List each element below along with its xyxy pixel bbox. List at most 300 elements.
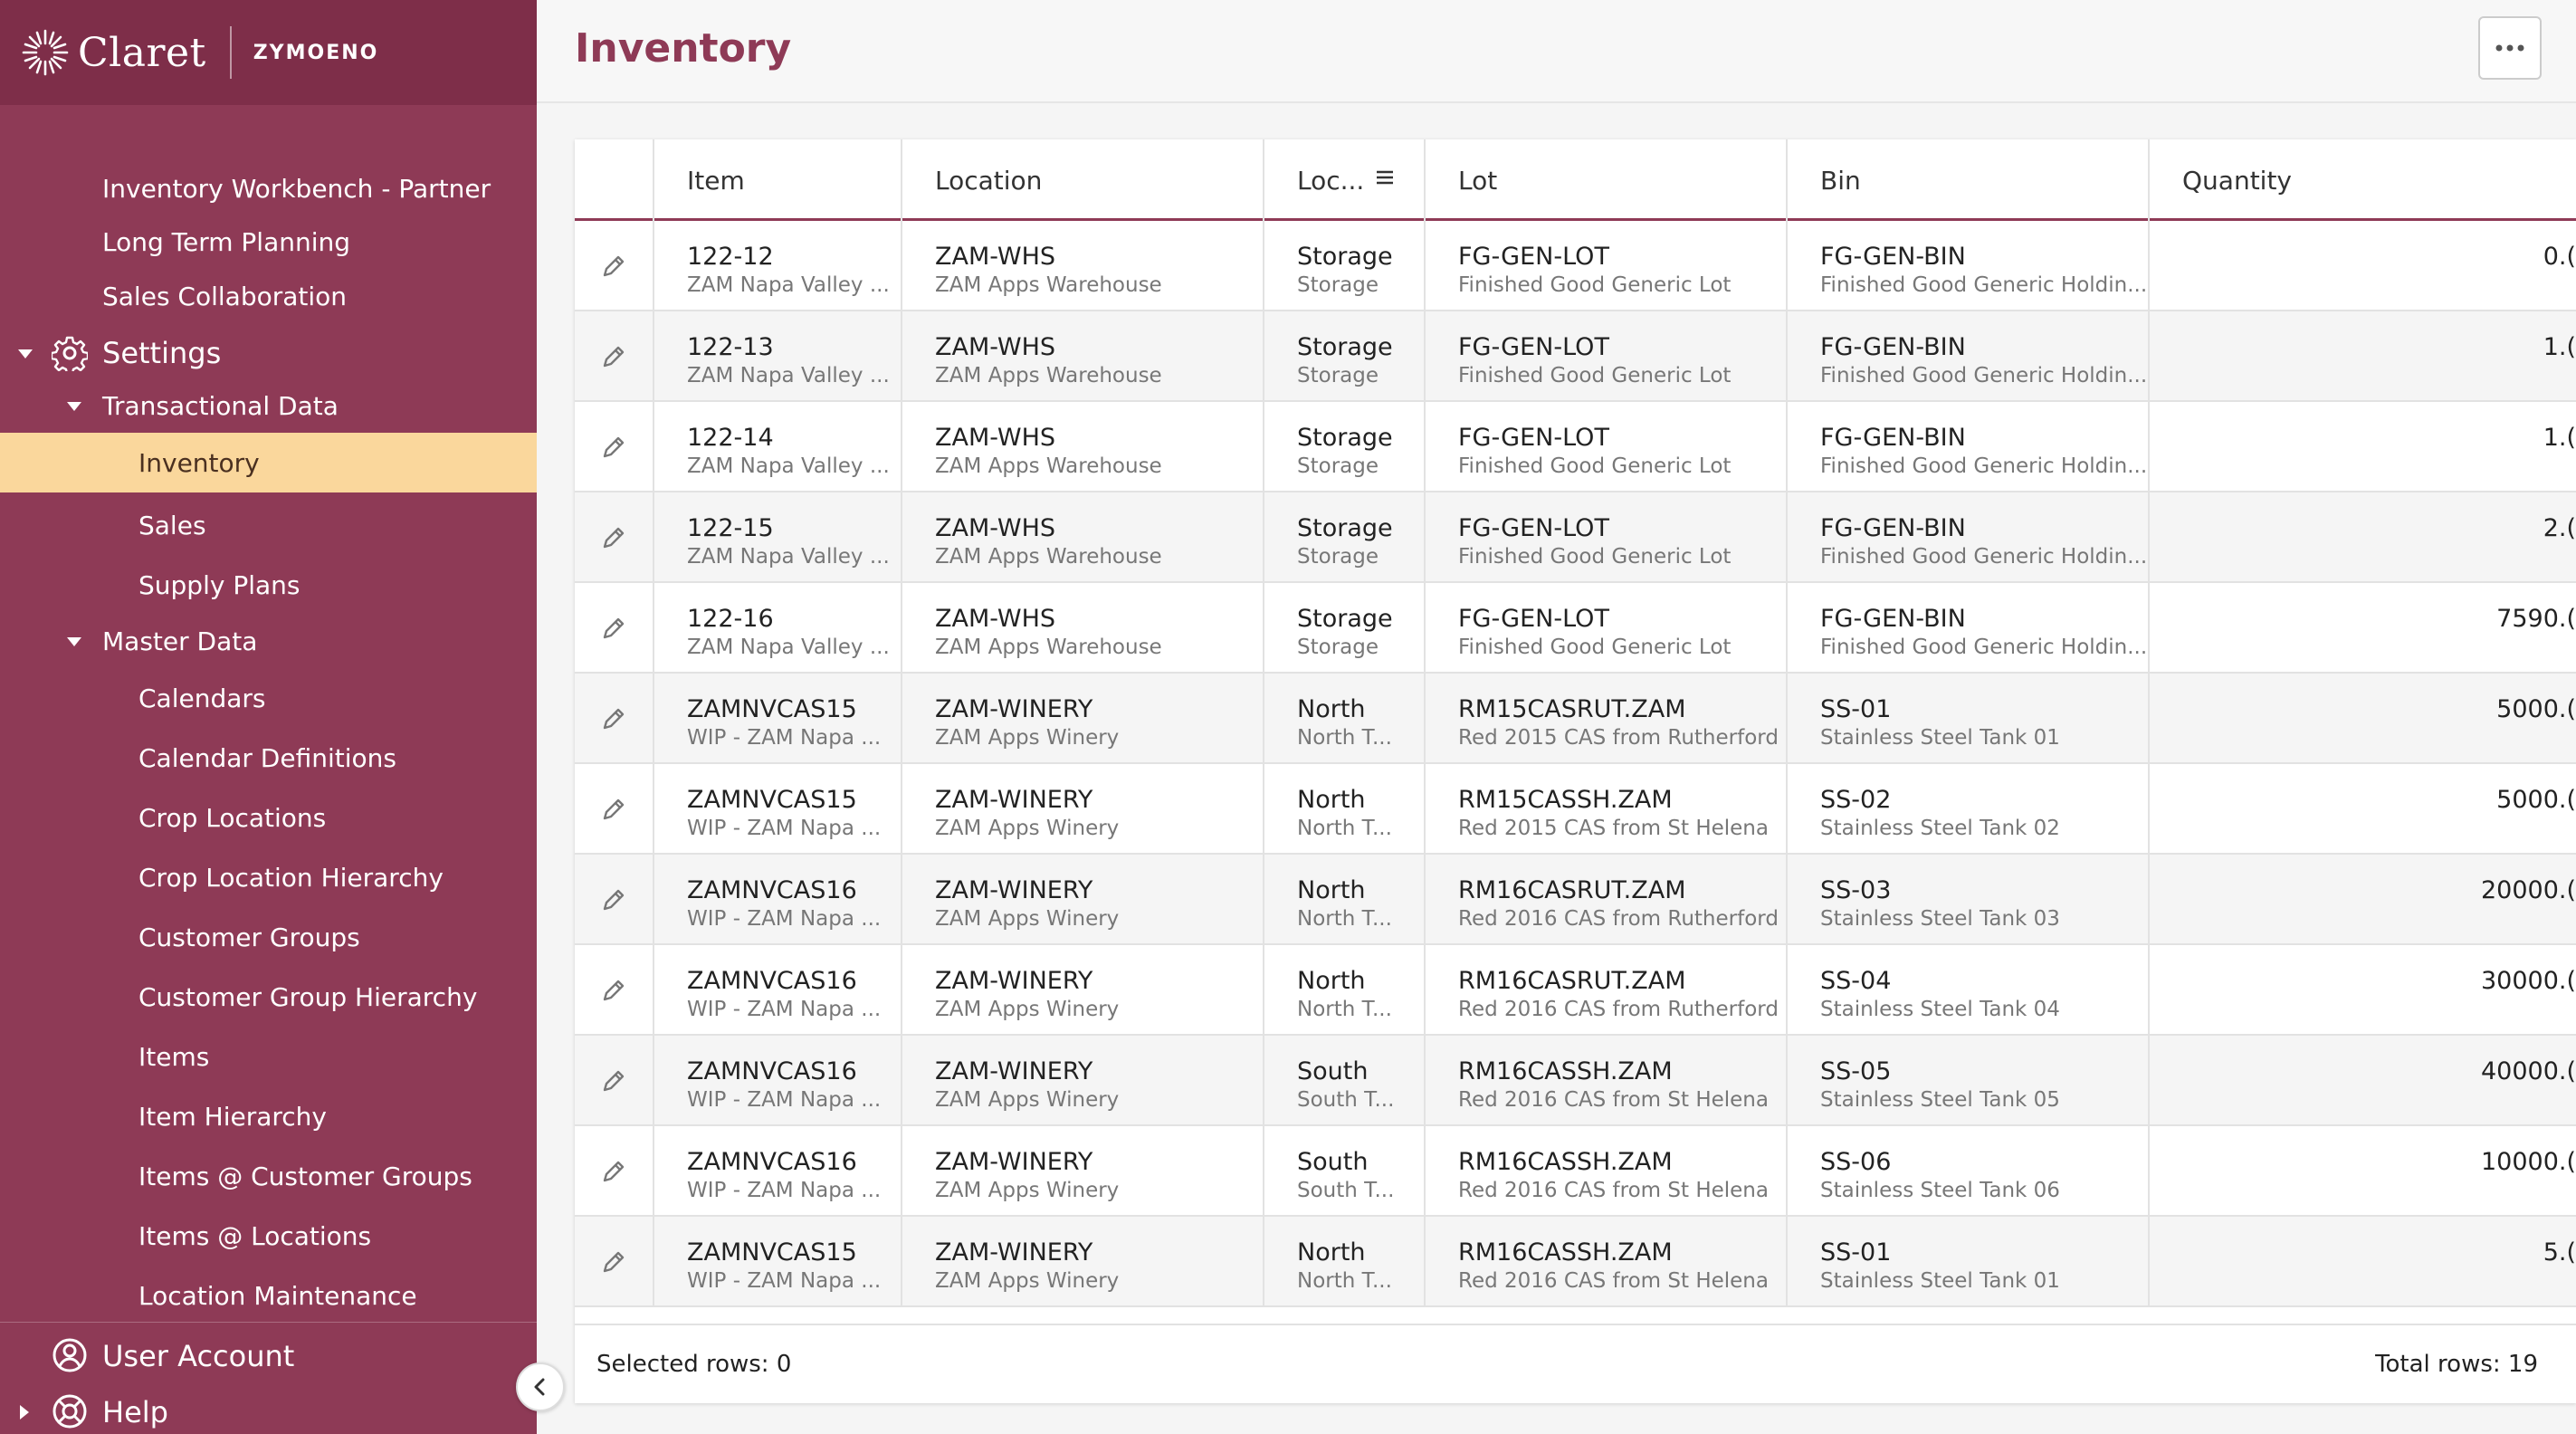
cell-lot-value: FG-GEN-LOT [1458, 333, 1609, 361]
pencil-icon [600, 796, 627, 823]
pencil-icon [600, 1067, 627, 1095]
cell-location-type-value: Storage [1297, 514, 1393, 542]
brand-name: Claret [78, 29, 206, 76]
cell-location-type[interactable] [1263, 764, 1424, 855]
cell-location-description: ZAM Apps Winery [935, 1179, 1120, 1202]
cell-quantity[interactable] [2148, 1126, 2576, 1217]
brand-bar [0, 0, 537, 105]
cell-lot-description: Finished Good Generic Lot [1458, 364, 1732, 387]
cell-bin-value: SS-04 [1820, 967, 1892, 995]
cell-bin-value: FG-GEN-BIN [1820, 424, 1966, 452]
nav-label: Item Hierarchy [138, 1101, 327, 1132]
cell-bin-value: FG-GEN-BIN [1820, 333, 1966, 361]
cell-lot[interactable] [1424, 402, 1786, 492]
table-row[interactable] [575, 583, 2576, 674]
company-name: ZYMOENO [253, 41, 379, 64]
edit-row-button[interactable] [575, 855, 653, 945]
cell-item[interactable] [653, 1217, 901, 1307]
nav-item-inventory-workbench-partner[interactable] [0, 167, 537, 209]
cell-location-type[interactable] [1263, 402, 1424, 492]
cell-location-type[interactable] [1263, 674, 1424, 764]
user-circle-icon [52, 1337, 88, 1373]
cell-lot-description: Red 2016 CAS from St Helena [1458, 1269, 1769, 1293]
cell-item-description: WIP - ZAM Napa ... [687, 1269, 882, 1293]
nav-label: Inventory [138, 447, 260, 478]
edit-row-button[interactable] [575, 674, 653, 764]
cell-quantity[interactable] [2148, 674, 2576, 764]
table-row[interactable] [575, 311, 2576, 402]
caret-down-icon [67, 402, 81, 411]
cell-item-value: ZAMNVCAS16 [687, 1057, 857, 1085]
cell-lot-description: Finished Good Generic Lot [1458, 273, 1732, 297]
cell-location-type-description: South T... [1297, 1179, 1395, 1202]
cell-lot[interactable] [1424, 221, 1786, 311]
cell-bin-description: Stainless Steel Tank 01 [1820, 1269, 2060, 1293]
cell-location-type-description: Storage [1297, 545, 1379, 569]
cell-bin-description: Finished Good Generic Holdin... [1820, 273, 2148, 297]
pencil-icon [600, 977, 627, 1004]
nav-label: Sales [138, 510, 206, 540]
cell-bin-description: Stainless Steel Tank 05 [1820, 1088, 2060, 1112]
edit-row-button[interactable] [575, 492, 653, 583]
cell-bin[interactable] [1786, 583, 2148, 674]
nav-item-sales[interactable] [0, 504, 537, 546]
cell-quantity-value: 10000.( [2480, 1148, 2576, 1176]
cell-quantity[interactable] [2148, 311, 2576, 402]
cell-quantity[interactable] [2148, 1036, 2576, 1126]
chevron-left-icon [530, 1377, 550, 1397]
page-title: Inventory [575, 25, 792, 72]
cell-item[interactable] [653, 764, 901, 855]
table-row[interactable] [575, 855, 2576, 945]
cell-item-description: WIP - ZAM Napa ... [687, 907, 882, 931]
cell-location-description: ZAM Apps Warehouse [935, 545, 1162, 569]
cell-location-description: ZAM Apps Warehouse [935, 273, 1162, 297]
cell-quantity-value: 5000.( [2496, 786, 2576, 814]
total-rows-count: Total rows: 19 [2375, 1351, 2538, 1378]
cell-lot-description: Finished Good Generic Lot [1458, 636, 1732, 659]
cell-bin-description: Stainless Steel Tank 04 [1820, 998, 2060, 1021]
edit-row-button[interactable] [575, 1217, 653, 1307]
cell-location-type-value: Storage [1297, 424, 1393, 452]
caret-down-icon [18, 349, 33, 358]
collapse-sidebar-button[interactable] [516, 1362, 565, 1411]
nav-label: Items @ Customer Groups [138, 1161, 472, 1191]
cell-item-description: ZAM Napa Valley ... [687, 545, 890, 569]
nav-label: Supply Plans [138, 569, 301, 600]
nav-item-item-hierarchy[interactable] [0, 1095, 537, 1137]
cell-lot[interactable] [1424, 855, 1786, 945]
cell-bin-description: Stainless Steel Tank 06 [1820, 1179, 2060, 1202]
cell-location[interactable] [901, 1126, 1263, 1217]
column-header-location-type[interactable] [1263, 139, 1424, 221]
main-content [537, 0, 2576, 1434]
cell-lot-description: Red 2015 CAS from Rutherford [1458, 726, 1779, 750]
sidebar-nav [0, 105, 537, 1322]
cell-lot-value: RM15CASSH.ZAM [1458, 786, 1673, 814]
cell-bin-description: Finished Good Generic Holdin... [1820, 636, 2148, 659]
column-header-quantity[interactable] [2148, 139, 2576, 221]
cell-lot[interactable] [1424, 1126, 1786, 1217]
nav-item-crop-locations[interactable] [0, 797, 537, 838]
edit-row-button[interactable] [575, 221, 653, 311]
cell-location-type[interactable] [1263, 945, 1424, 1036]
nav-label: Crop Locations [138, 802, 327, 833]
cell-location-type-value: Storage [1297, 333, 1393, 361]
cell-bin[interactable] [1786, 492, 2148, 583]
caret-down-icon [67, 637, 81, 646]
table-row[interactable] [575, 945, 2576, 1036]
cell-item-description: WIP - ZAM Napa ... [687, 726, 882, 750]
pencil-icon [600, 524, 627, 551]
nav-item-items[interactable] [0, 1036, 537, 1077]
cell-location-type-value: South [1297, 1148, 1369, 1176]
column-header-lot[interactable] [1424, 139, 1786, 221]
cell-bin[interactable] [1786, 1126, 2148, 1217]
cell-bin[interactable] [1786, 945, 2148, 1036]
cell-bin-value: SS-05 [1820, 1057, 1892, 1085]
cell-bin-value: FG-GEN-BIN [1820, 514, 1966, 542]
cell-location-type-description: Storage [1297, 364, 1379, 387]
column-label: Location [935, 165, 1043, 196]
cell-quantity-value: 7590.( [2496, 605, 2576, 633]
cell-quantity-value: 2.( [2543, 514, 2576, 542]
edit-row-button[interactable] [575, 311, 653, 402]
column-header-location[interactable] [901, 139, 1263, 221]
cell-location-type[interactable] [1263, 1217, 1424, 1307]
cell-lot[interactable] [1424, 764, 1786, 855]
cell-bin[interactable] [1786, 311, 2148, 402]
cell-lot-description: Red 2016 CAS from St Helena [1458, 1179, 1769, 1202]
cell-location-type-value: North [1297, 967, 1366, 995]
grid-body [575, 221, 2576, 1324]
cell-location-type-description: Storage [1297, 636, 1379, 659]
cell-location[interactable] [901, 1036, 1263, 1126]
lifebuoy-icon [52, 1393, 88, 1429]
more-options-button[interactable] [2478, 16, 2542, 80]
cell-quantity-value: 30000.( [2480, 967, 2576, 995]
cell-location[interactable] [901, 855, 1263, 945]
table-row[interactable] [575, 1126, 2576, 1217]
nav-label: Customer Groups [138, 922, 360, 952]
cell-bin[interactable] [1786, 1036, 2148, 1126]
cell-location-value: ZAM-WINERY [935, 786, 1093, 814]
table-row[interactable] [575, 674, 2576, 764]
nav-item-settings[interactable] [0, 328, 537, 378]
cell-location-type[interactable] [1263, 311, 1424, 402]
caret-right-icon [20, 1405, 29, 1420]
column-label: Loc... [1297, 165, 1365, 196]
cell-item[interactable] [653, 945, 901, 1036]
edit-row-button[interactable] [575, 945, 653, 1036]
cell-quantity-value: 1.( [2543, 333, 2576, 361]
cell-item[interactable] [653, 855, 901, 945]
nav-label: Transactional Data [102, 390, 339, 421]
cell-location-description: ZAM Apps Warehouse [935, 636, 1162, 659]
column-label: Lot [1458, 165, 1498, 196]
nav-item-items-at-customer-groups[interactable] [0, 1155, 537, 1197]
nav-item-crop-location-hierarchy[interactable] [0, 856, 537, 898]
nav-item-customer-group-hierarchy[interactable] [0, 976, 537, 1018]
cell-quantity-value: 20000.( [2480, 876, 2576, 904]
column-label: Quantity [2182, 165, 2292, 196]
cell-item-description: ZAM Napa Valley ... [687, 273, 890, 297]
pencil-icon [600, 253, 627, 280]
cell-quantity[interactable] [2148, 1217, 2576, 1307]
cell-location-type-description: South T... [1297, 1088, 1395, 1112]
pencil-icon [600, 615, 627, 642]
cell-location-value: ZAM-WHS [935, 243, 1056, 271]
cell-item-value: 122-13 [687, 333, 774, 361]
cell-location-type[interactable] [1263, 855, 1424, 945]
nav-label: Help [102, 1395, 168, 1429]
cell-location-type[interactable] [1263, 492, 1424, 583]
cell-item-description: ZAM Napa Valley ... [687, 364, 890, 387]
cell-quantity-value: 40000.( [2480, 1057, 2576, 1085]
cell-quantity[interactable] [2148, 855, 2576, 945]
cell-item-value: 122-16 [687, 605, 774, 633]
edit-row-button[interactable] [575, 1126, 653, 1217]
cell-lot-value: FG-GEN-LOT [1458, 514, 1609, 542]
cell-quantity[interactable] [2148, 402, 2576, 492]
nav-item-supply-plans[interactable] [0, 564, 537, 606]
cell-item-value: 122-12 [687, 243, 774, 271]
inventory-grid [575, 139, 2576, 1403]
nav-label: Long Term Planning [102, 226, 351, 257]
nav-label: Master Data [102, 626, 258, 656]
column-header-item[interactable] [653, 139, 901, 221]
cell-location-description: ZAM Apps Winery [935, 726, 1120, 750]
cell-location-description: ZAM Apps Winery [935, 998, 1120, 1021]
cell-lot-value: RM16CASRUT.ZAM [1458, 967, 1686, 995]
more-horizontal-icon [2495, 43, 2525, 53]
cell-item[interactable] [653, 674, 901, 764]
table-row[interactable] [575, 221, 2576, 311]
cell-lot-value: RM16CASSH.ZAM [1458, 1057, 1673, 1085]
page-header [537, 0, 2576, 103]
table-row[interactable] [575, 1217, 2576, 1307]
cell-location-type-value: North [1297, 695, 1366, 723]
cell-location-value: ZAM-WHS [935, 514, 1056, 542]
nav-item-location-maintenance[interactable] [0, 1275, 537, 1316]
cell-item[interactable] [653, 1036, 901, 1126]
nav-item-calendar-definitions[interactable] [0, 737, 537, 779]
nav-item-user-account[interactable] [0, 1332, 537, 1381]
nav-item-help[interactable] [0, 1388, 537, 1434]
cell-lot-value: RM16CASSH.ZAM [1458, 1238, 1673, 1267]
edit-row-button[interactable] [575, 402, 653, 492]
edit-row-button[interactable] [575, 764, 653, 855]
cell-location-type-value: Storage [1297, 605, 1393, 633]
edit-row-button[interactable] [575, 1036, 653, 1126]
cell-bin-value: SS-03 [1820, 876, 1892, 904]
cell-item-value: ZAMNVCAS15 [687, 786, 857, 814]
cell-quantity-value: 5000.( [2496, 695, 2576, 723]
cell-item[interactable] [653, 402, 901, 492]
cell-location-type-description: North T... [1297, 726, 1392, 750]
nav-item-items-at-locations[interactable] [0, 1215, 537, 1257]
cell-lot[interactable] [1424, 1036, 1786, 1126]
nav-label: Sales Collaboration [102, 281, 348, 311]
cell-location-value: ZAM-WHS [935, 424, 1056, 452]
cell-location-type-description: North T... [1297, 907, 1392, 931]
cell-bin-value: FG-GEN-BIN [1820, 605, 1966, 633]
cell-item-value: ZAMNVCAS15 [687, 1238, 857, 1267]
nav-item-sales-collaboration[interactable] [0, 275, 537, 317]
cell-location[interactable] [901, 764, 1263, 855]
cell-location[interactable] [901, 221, 1263, 311]
cell-location-description: ZAM Apps Winery [935, 1269, 1120, 1293]
nav-label: Customer Group Hierarchy [138, 981, 478, 1012]
selected-rows-count: Selected rows: 0 [596, 1351, 792, 1378]
cell-item-description: ZAM Napa Valley ... [687, 454, 890, 478]
cell-location-type-description: North T... [1297, 817, 1392, 840]
table-row[interactable] [575, 764, 2576, 855]
pencil-icon [600, 886, 627, 913]
nav-label: Items @ Locations [138, 1220, 372, 1251]
cell-location[interactable] [901, 402, 1263, 492]
cell-location[interactable] [901, 311, 1263, 402]
cell-bin-value: SS-01 [1820, 695, 1892, 723]
cell-lot[interactable] [1424, 674, 1786, 764]
nav-label: Settings [102, 336, 222, 370]
cell-location-value: ZAM-WINERY [935, 967, 1093, 995]
cell-bin-value: FG-GEN-BIN [1820, 243, 1966, 271]
sidebar [0, 0, 537, 1434]
pencil-icon [600, 705, 627, 732]
cell-lot[interactable] [1424, 492, 1786, 583]
cell-lot-description: Finished Good Generic Lot [1458, 454, 1732, 478]
nav-item-inventory[interactable] [0, 433, 537, 492]
cell-location-description: ZAM Apps Winery [935, 1088, 1120, 1112]
cell-item-description: WIP - ZAM Napa ... [687, 1088, 882, 1112]
cell-location-type-value: North [1297, 876, 1366, 904]
cell-lot-value: FG-GEN-LOT [1458, 605, 1609, 633]
column-header-bin[interactable] [1786, 139, 2148, 221]
cell-location-description: ZAM Apps Winery [935, 817, 1120, 840]
column-label: Item [687, 165, 745, 196]
cell-lot-value: RM15CASRUT.ZAM [1458, 695, 1686, 723]
cell-bin[interactable] [1786, 1217, 2148, 1307]
cell-bin[interactable] [1786, 674, 2148, 764]
cell-location[interactable] [901, 583, 1263, 674]
cell-location-type[interactable] [1263, 1036, 1424, 1126]
cell-bin-description: Finished Good Generic Holdin... [1820, 454, 2148, 478]
cell-location-type[interactable] [1263, 1126, 1424, 1217]
cell-bin[interactable] [1786, 764, 2148, 855]
cell-quantity-value: 5.( [2543, 1238, 2576, 1267]
table-row[interactable] [575, 492, 2576, 583]
cell-bin-description: Stainless Steel Tank 01 [1820, 726, 2060, 750]
gear-icon [52, 335, 88, 371]
cell-location-type[interactable] [1263, 583, 1424, 674]
cell-item-value: ZAMNVCAS16 [687, 967, 857, 995]
cell-location-value: ZAM-WINERY [935, 695, 1093, 723]
nav-item-calendars[interactable] [0, 677, 537, 719]
cell-lot[interactable] [1424, 311, 1786, 402]
cell-location[interactable] [901, 1217, 1263, 1307]
cell-quantity[interactable] [2148, 221, 2576, 311]
cell-bin[interactable] [1786, 855, 2148, 945]
cell-lot-value: FG-GEN-LOT [1458, 424, 1609, 452]
nav-item-long-term-planning[interactable] [0, 221, 537, 263]
cell-item-description: ZAM Napa Valley ... [687, 636, 890, 659]
cell-item-value: ZAMNVCAS16 [687, 1148, 857, 1176]
cell-location-value: ZAM-WINERY [935, 876, 1093, 904]
cell-lot[interactable] [1424, 583, 1786, 674]
nav-label: User Account [102, 1339, 295, 1373]
sidebar-footer [0, 1322, 537, 1434]
cell-lot[interactable] [1424, 945, 1786, 1036]
cell-location-value: ZAM-WINERY [935, 1148, 1093, 1176]
cell-location-value: ZAM-WINERY [935, 1057, 1093, 1085]
claret-logo-icon [20, 27, 71, 78]
cell-bin-value: SS-02 [1820, 786, 1892, 814]
cell-location-description: ZAM Apps Winery [935, 907, 1120, 931]
nav-label: Calendars [138, 683, 266, 713]
cell-quantity[interactable] [2148, 945, 2576, 1036]
cell-item-value: 122-15 [687, 514, 774, 542]
nav-item-transactional-data[interactable] [0, 385, 537, 426]
cell-bin-description: Finished Good Generic Holdin... [1820, 545, 2148, 569]
cell-location-type[interactable] [1263, 221, 1424, 311]
cell-quantity[interactable] [2148, 764, 2576, 855]
cell-location-type-description: Storage [1297, 273, 1379, 297]
cell-location-type-value: South [1297, 1057, 1369, 1085]
cell-location[interactable] [901, 674, 1263, 764]
cell-lot-value: FG-GEN-LOT [1458, 243, 1609, 271]
table-row[interactable] [575, 402, 2576, 492]
nav-item-customer-groups[interactable] [0, 916, 537, 958]
cell-location-type-description: Storage [1297, 454, 1379, 478]
pencil-icon [600, 1158, 627, 1185]
cell-location[interactable] [901, 492, 1263, 583]
cell-quantity[interactable] [2148, 492, 2576, 583]
cell-location-description: ZAM Apps Warehouse [935, 364, 1162, 387]
cell-lot-description: Red 2015 CAS from St Helena [1458, 817, 1769, 840]
nav-label: Inventory Workbench - Partner [102, 173, 491, 204]
column-menu-icon[interactable] [1375, 169, 1395, 186]
cell-quantity-value: 0.( [2543, 243, 2576, 271]
edit-row-button[interactable] [575, 583, 653, 674]
cell-item[interactable] [653, 311, 901, 402]
cell-location[interactable] [901, 945, 1263, 1036]
cell-lot-value: RM16CASRUT.ZAM [1458, 876, 1686, 904]
cell-quantity[interactable] [2148, 583, 2576, 674]
cell-item-value: 122-14 [687, 424, 774, 452]
nav-label: Items [138, 1041, 210, 1072]
cell-location-value: ZAM-WINERY [935, 1238, 1093, 1267]
cell-item[interactable] [653, 221, 901, 311]
nav-item-master-data[interactable] [0, 620, 537, 662]
brand-divider [230, 26, 232, 79]
cell-item[interactable] [653, 583, 901, 674]
cell-location-value: ZAM-WHS [935, 605, 1056, 633]
cell-item-description: WIP - ZAM Napa ... [687, 998, 882, 1021]
column-label: Bin [1820, 165, 1861, 196]
cell-item[interactable] [653, 492, 901, 583]
nav-label: Location Maintenance [138, 1280, 417, 1311]
nav-label: Calendar Definitions [138, 742, 396, 773]
table-row[interactable] [575, 1036, 2576, 1126]
cell-lot[interactable] [1424, 1217, 1786, 1307]
cell-bin[interactable] [1786, 402, 2148, 492]
cell-location-type-value: North [1297, 1238, 1366, 1267]
cell-bin[interactable] [1786, 221, 2148, 311]
cell-item-description: WIP - ZAM Napa ... [687, 1179, 882, 1202]
cell-item[interactable] [653, 1126, 901, 1217]
cell-location-type-description: North T... [1297, 1269, 1392, 1293]
